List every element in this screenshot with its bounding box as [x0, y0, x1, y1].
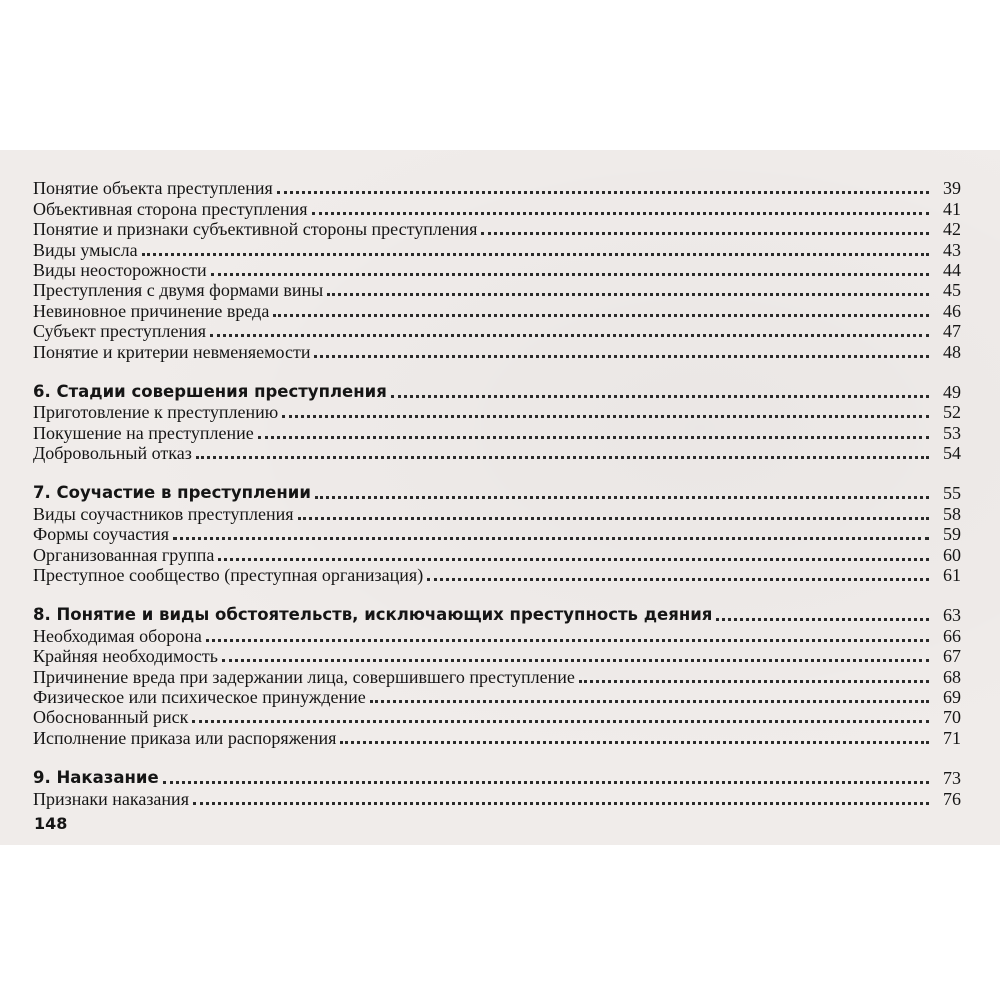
dot-leader [206, 639, 929, 642]
toc-entry-title: Приготовление к преступлению [33, 402, 279, 423]
toc-chapter-title: 6. Стадии совершения преступления [33, 381, 387, 401]
toc-chapter-page: 49 [943, 381, 961, 402]
toc-entry [33, 707, 961, 727]
toc-entry-page: 39 [943, 178, 961, 199]
table-of-contents [33, 178, 961, 809]
toc-entry-title: Обоснованный риск [33, 707, 189, 728]
dot-leader [218, 558, 929, 561]
toc-chapter-title: 7. Соучастие в преступлении [33, 483, 311, 503]
toc-chapter-heading [33, 483, 961, 503]
toc-entry-title: Исполнение приказа или распоряжения [33, 727, 337, 748]
toc-entry [33, 503, 961, 523]
toc-entry [33, 666, 961, 686]
toc-entry [33, 687, 961, 707]
toc-entry-page: 52 [943, 402, 961, 423]
dot-leader [312, 212, 930, 215]
dot-leader [579, 680, 929, 683]
dot-leader [211, 273, 929, 276]
toc-entry-page: 76 [943, 788, 961, 809]
dot-leader [258, 436, 929, 439]
toc-entry-page: 43 [943, 239, 961, 260]
dot-leader [282, 415, 929, 418]
toc-chapter-heading [33, 382, 961, 402]
toc-entry-title: Причинение вреда при задержании лица, совершившего преступление [33, 666, 575, 687]
toc-entry-page: 71 [943, 727, 961, 748]
dot-leader [716, 618, 929, 621]
toc-entry-page: 47 [943, 321, 961, 342]
book-page [0, 150, 1000, 845]
dot-leader [210, 334, 929, 337]
dot-leader [298, 517, 929, 520]
toc-entry-title: Невиновное причинение вреда [33, 300, 270, 321]
dot-leader [193, 802, 929, 805]
dot-leader [277, 191, 929, 194]
toc-entry-title: Преступления с двумя формами вины [33, 280, 324, 301]
toc-entry [33, 219, 961, 239]
toc-entry-page: 46 [943, 300, 961, 321]
toc-entry-title: Виды неосторожности [33, 259, 207, 280]
page-number: 148 [34, 814, 68, 833]
toc-entry-page: 68 [943, 666, 961, 687]
toc-entry-page: 45 [943, 280, 961, 301]
toc-entry [33, 727, 961, 747]
toc-chapter-title: 9. Наказание [33, 768, 159, 788]
toc-entry-title: Физическое или психическое принуждение [33, 686, 366, 707]
toc-entry [33, 544, 961, 564]
toc-entry-page: 58 [943, 503, 961, 524]
toc-entry-page: 41 [943, 198, 961, 219]
toc-entry [33, 280, 961, 300]
toc-entry-page: 54 [943, 443, 961, 464]
toc-entry-title: Покушение на преступление [33, 422, 254, 443]
dot-leader [196, 456, 929, 459]
toc-entry-title: Организованная группа [33, 544, 215, 565]
toc-entry [33, 239, 961, 259]
toc-entry-title: Необходимая оборона [33, 625, 202, 646]
toc-entry [33, 402, 961, 422]
dot-leader [314, 355, 929, 358]
toc-entry-title: Виды умысла [33, 239, 138, 260]
dot-leader [142, 253, 929, 256]
toc-entry [33, 625, 961, 645]
toc-entry-title: Признаки наказания [33, 788, 189, 809]
toc-entry-page: 48 [943, 341, 961, 362]
dot-leader [273, 314, 929, 317]
toc-entry [33, 524, 961, 544]
toc-chapter-page: 63 [943, 605, 961, 626]
toc-entry-title: Понятие объекта преступления [33, 178, 273, 199]
toc-entry-title: Понятие и критерии невменяемости [33, 341, 311, 362]
toc-entry [33, 422, 961, 442]
toc-entry-page: 53 [943, 422, 961, 443]
toc-entry [33, 198, 961, 218]
toc-chapter-page: 55 [943, 483, 961, 504]
toc-entry-title: Преступное сообщество (преступная организация) [33, 565, 424, 586]
toc-chapter-heading [33, 605, 961, 625]
toc-entry [33, 443, 961, 463]
toc-entry-title: Понятие и признаки субъективной стороны преступления [33, 219, 478, 240]
toc-entry [33, 260, 961, 280]
dot-leader [370, 700, 929, 703]
toc-entry [33, 646, 961, 666]
toc-entry-title: Добровольный отказ [33, 443, 192, 464]
toc-entry-page: 69 [943, 686, 961, 707]
section-gap [33, 362, 961, 382]
dot-leader [192, 720, 929, 723]
toc-entry-page: 70 [943, 707, 961, 728]
dot-leader [315, 496, 929, 499]
toc-entry-title: Виды соучастников преступления [33, 503, 294, 524]
toc-entry-title: Крайняя необходимость [33, 646, 218, 667]
dot-leader [327, 293, 929, 296]
toc-entry [33, 300, 961, 320]
toc-entry [33, 565, 961, 585]
toc-entry-page: 60 [943, 544, 961, 565]
dot-leader [163, 781, 929, 784]
toc-entry-page: 44 [943, 259, 961, 280]
section-gap [33, 585, 961, 605]
toc-entry-page: 66 [943, 625, 961, 646]
toc-entry-title: Формы соучастия [33, 524, 170, 545]
toc-entry-page: 42 [943, 219, 961, 240]
dot-leader [481, 232, 929, 235]
toc-entry-page: 61 [943, 565, 961, 586]
dot-leader [173, 537, 929, 540]
dot-leader [427, 578, 929, 581]
toc-entry-title: Объективная сторона преступления [33, 198, 308, 219]
section-gap [33, 463, 961, 483]
dot-leader [340, 741, 929, 744]
dot-leader [391, 395, 929, 398]
toc-chapter-heading [33, 768, 961, 788]
toc-entry [33, 321, 961, 341]
toc-chapter-page: 73 [943, 768, 961, 789]
toc-entry-title: Субъект преступления [33, 321, 207, 342]
toc-entry [33, 178, 961, 198]
toc-chapter-title: 8. Понятие и виды обстоятельств, исключающих преступность деяния [33, 605, 713, 625]
dot-leader [222, 659, 929, 662]
toc-entry [33, 788, 961, 808]
toc-entry-page: 59 [943, 524, 961, 545]
toc-entry-page: 67 [943, 646, 961, 667]
section-gap [33, 748, 961, 768]
toc-entry [33, 341, 961, 361]
